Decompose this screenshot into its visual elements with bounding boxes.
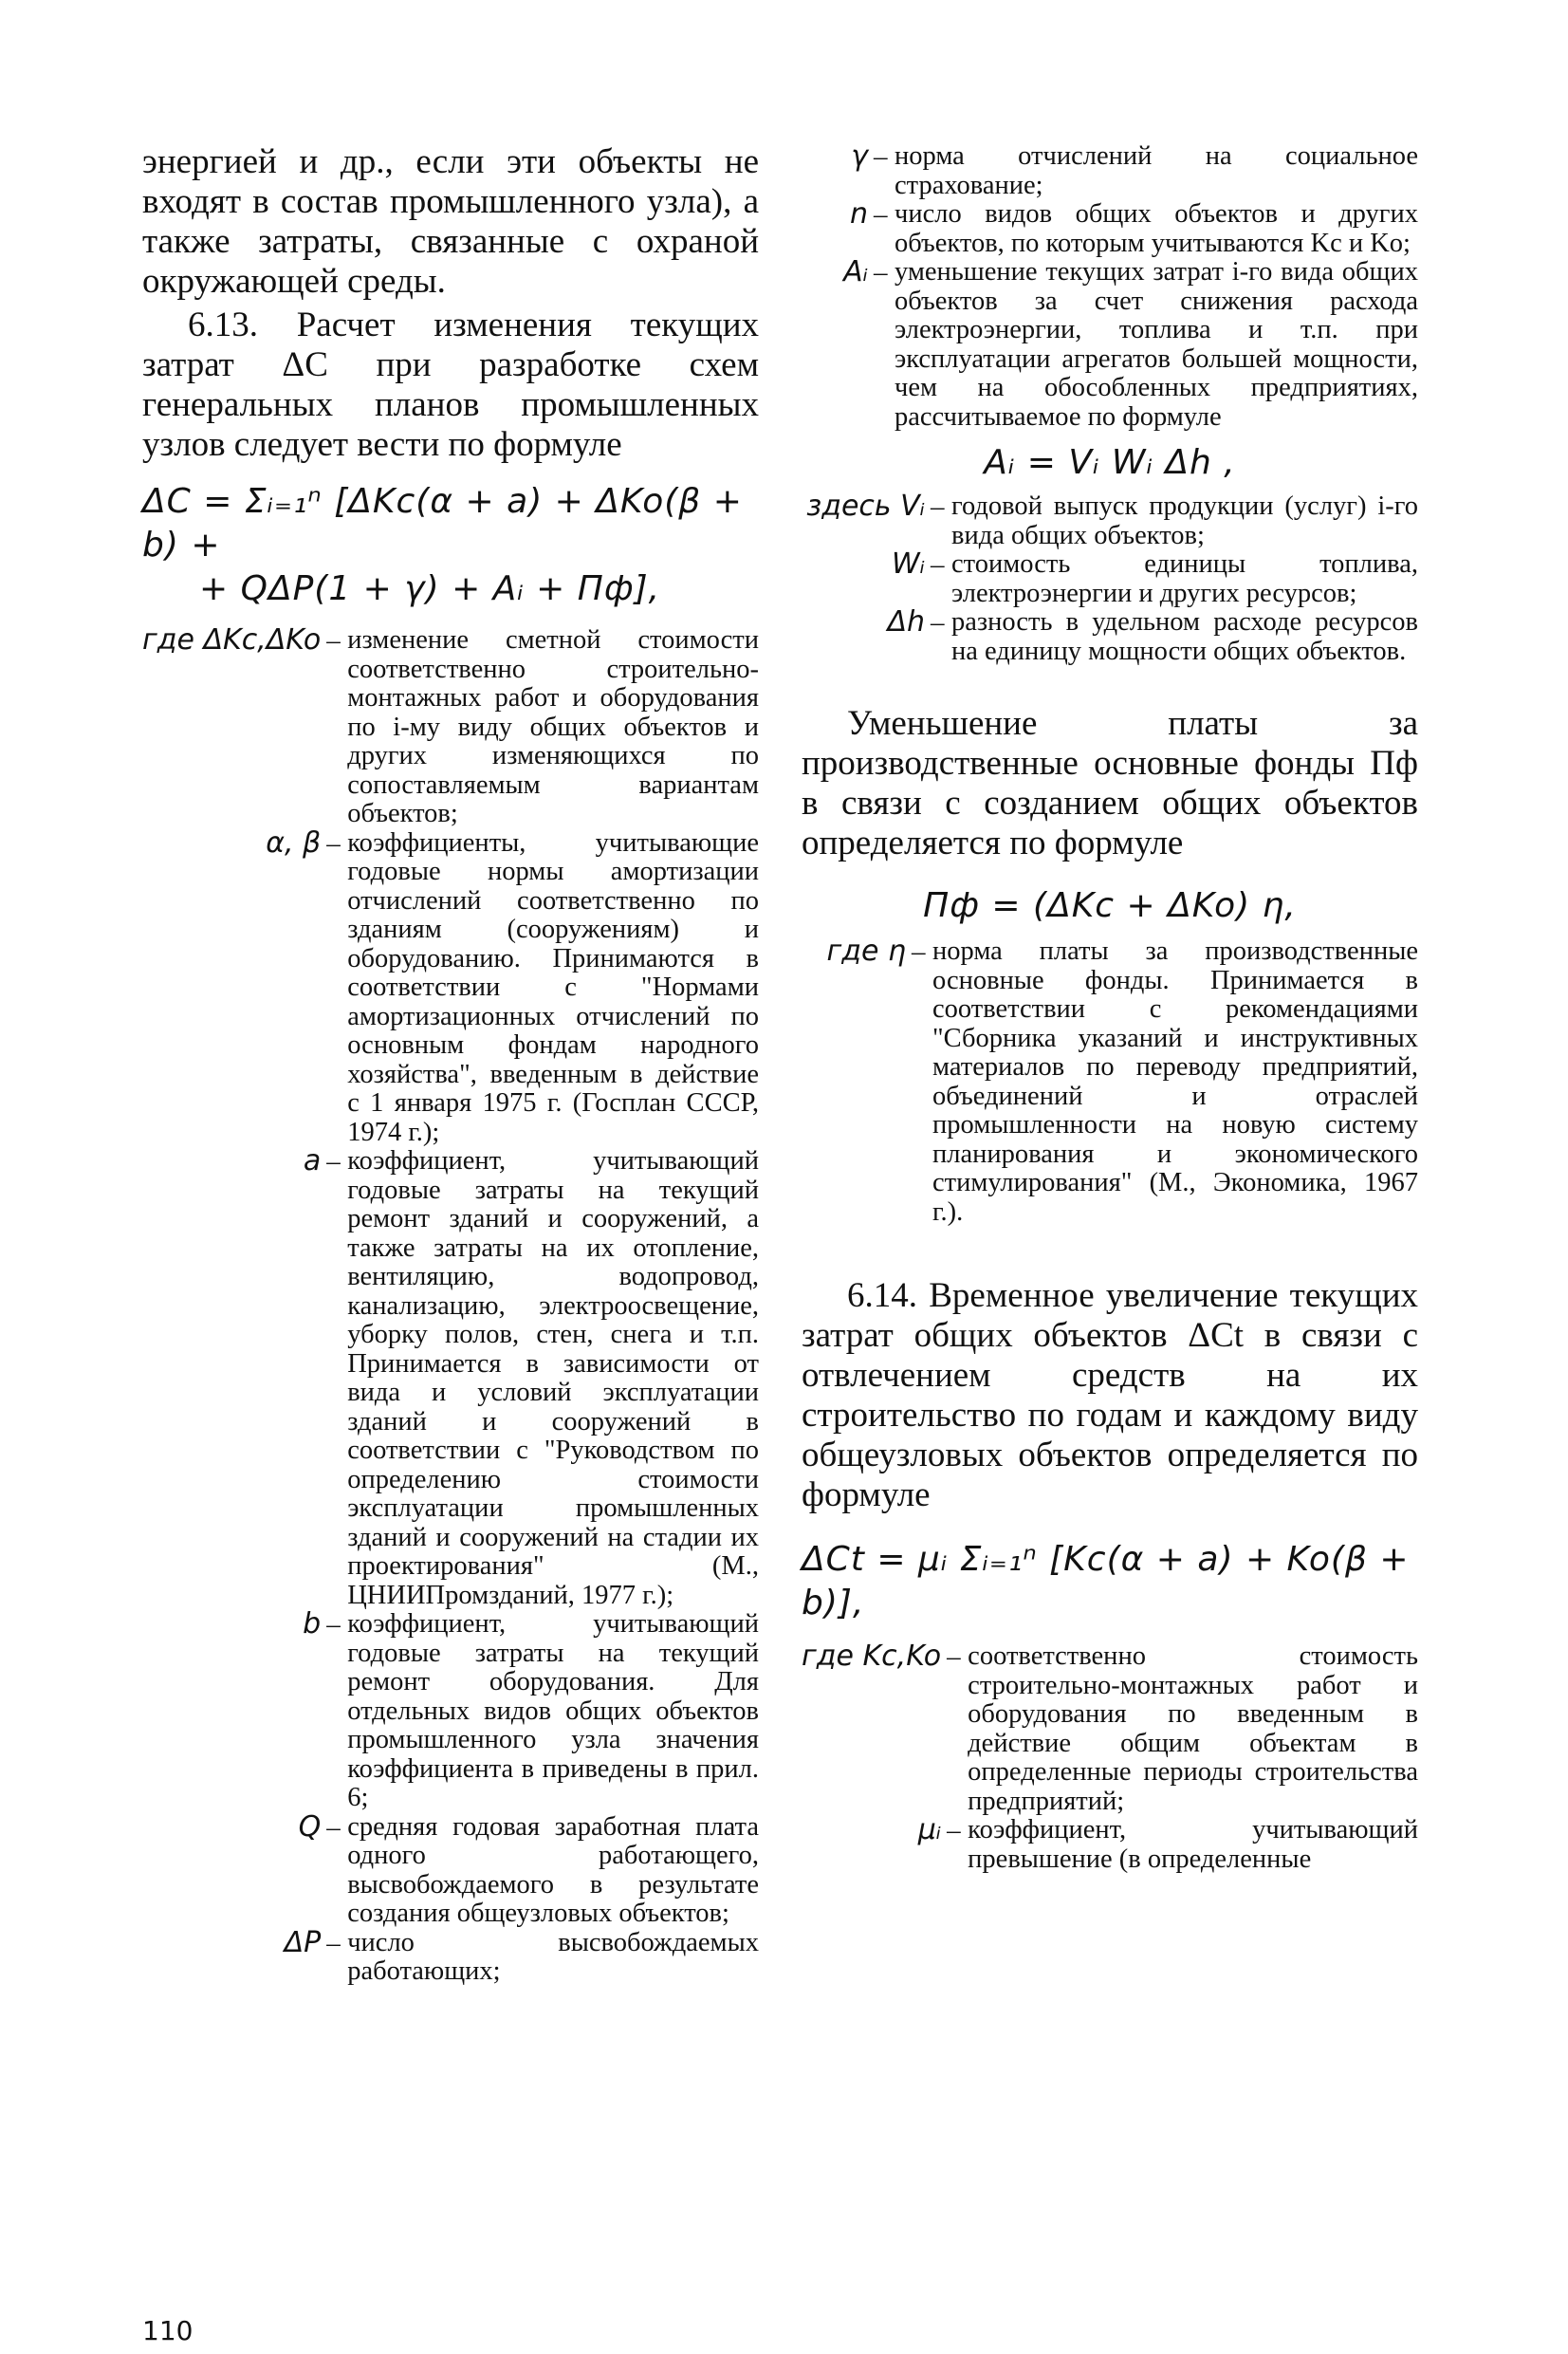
intro-paragraph: энергией и др., если эти объекты не входят в состав промышленного узла), а также затраты, связанные с охраной окружающей среды. bbox=[142, 142, 759, 301]
definition-item: здесь Vᵢ – годовой выпуск продукции (услуг) i-го вида общих объектов; bbox=[802, 492, 1418, 550]
definition-item: где Kc,Ko – соответственно стоимость строительно-монтажных работ и оборудования по введенным в действие общим объектам в определенные периоды строительства предприятий; bbox=[802, 1640, 1418, 1816]
definition-symbol: Q bbox=[298, 1809, 322, 1844]
definition-item: μᵢ – коэффициент, учитывающий превышение (в определенные bbox=[802, 1816, 1418, 1874]
section-6-13-paragraph: 6.13. Расчет изменения текущих затрат ΔC при разработке схем генеральных планов промышленных узлов следует вести по формуле bbox=[142, 306, 759, 464]
definition-item: Δh – разность в удельном расходе ресурсов на единицу мощности общих объектов. bbox=[802, 608, 1418, 666]
definition-text: коэффициент, учитывающий превышение (в определенные bbox=[968, 1815, 1418, 1874]
definition-item: Aᵢ – уменьшение текущих затрат i-го вида общих объектов за счет снижения расхода электроэнергии, топлива и т.п. при эксплуатации агрегатов большей мощности, чем на обособленных предприятиях, рассчитываемое по формуле bbox=[802, 258, 1418, 432]
definition-text: стоимость единицы топлива, электроэнергии и других ресурсов; bbox=[951, 549, 1418, 608]
formula-delta-c-line2: + QΔP(1 + γ) + Aᵢ + Пф], bbox=[199, 569, 661, 608]
definition-text: средняя годовая заработная плата одного работающего, высвобождаемого в результате создания общеузловых объектов; bbox=[347, 1811, 759, 1928]
definition-text: годовой выпуск продукции (услуг) i-го вида общих объектов; bbox=[951, 491, 1418, 550]
definition-text: коэффициент, учитывающий годовые затраты на текущий ремонт оборудования. Для отдельных видов общих объектов промышленного узла значения коэффициента в приведены в прил. 6; bbox=[347, 1609, 759, 1812]
definition-text: число видов общих объектов и других объектов, по которым учитываются Kc и Ko; bbox=[895, 199, 1418, 258]
formula-a-i: Aᵢ = Vᵢ Wᵢ Δh , bbox=[984, 443, 1236, 482]
definition-symbol: Aᵢ bbox=[843, 255, 868, 288]
definitions-list-eta bbox=[802, 937, 1418, 1227]
definition-text: коэффициент, учитывающий годовые затраты на текущий ремонт зданий и сооружений, а также затраты на их отопление, вентиляцию, водопровод, канализацию, электроосвещение, уборку полов, стен, снега и т.п. Принимается в зависимости от вида и условий эксплуатации зданий и сооружений в соответствии с "Руководством по определению стоимости эксплуатации промышленных зданий и сооружений на стадии их проектирования" (М., ЦНИИПромзданий, 1977 г.); bbox=[347, 1146, 759, 1610]
definition-item: α, β – коэффициенты, учитывающие годовые нормы амортизации отчислений соответственно по зданиям (сооружениям) и оборудованию. Принимаются в соответствии с "Нормами амортизационных отчислений по основным фондам народного хозяйства", введенным в действие с 1 января 1975 г. (Госплан СССР, 1974 г.); bbox=[142, 829, 759, 1148]
definitions-list-right-top bbox=[802, 139, 1418, 432]
definition-symbol: μᵢ bbox=[917, 1813, 942, 1846]
definition-symbol: где ΔKc,ΔKo bbox=[142, 623, 322, 657]
formula-delta-c-line1: ΔC = Σᵢ₌₁ⁿ [ΔKc(α + a) + ΔKo(β + b) + bbox=[142, 482, 743, 565]
definition-item: Q – средняя годовая заработная плата одного работающего, высвобождаемого в результате создания общеузловых объектов; bbox=[142, 1813, 759, 1929]
definition-text: соответственно стоимость строительно-монтажных работ и оборудования по введенным в действие общим объектам в определенные периоды строительства предприятий; bbox=[968, 1641, 1418, 1816]
definition-text: разность в удельном расходе ресурсов на единицу мощности общих объектов. bbox=[951, 607, 1418, 666]
right-column bbox=[802, 139, 1418, 1874]
left-column bbox=[142, 142, 759, 1987]
definition-item: a – коэффициент, учитывающий годовые затраты на текущий ремонт зданий и сооружений, а также затраты на их отопление, вентиляцию, водопровод, канализацию, электроосвещение, уборку полов, стен, снега и т.п. Принимается в зависимости от вида и условий эксплуатации зданий и сооружений в соответствии с "Руководством по определению стоимости эксплуатации промышленных зданий и сооружений на стадии их проектирования" (М., ЦНИИПромзданий, 1977 г.); bbox=[142, 1147, 759, 1610]
definitions-list-right-mid bbox=[802, 492, 1418, 666]
definition-item: Wᵢ – стоимость единицы топлива, электроэнергии и других ресурсов; bbox=[802, 550, 1418, 608]
definition-item: ΔP – число высвобождаемых работающих; bbox=[142, 1929, 759, 1987]
pf-paragraph: Уменьшение платы за производственные основные фонды Пф в связи с созданием общих объектов определяется по формуле bbox=[802, 704, 1418, 862]
definition-item: b – коэффициент, учитывающий годовые затраты на текущий ремонт оборудования. Для отдельных видов общих объектов промышленного узла значения коэффициента в приведены в прил. 6; bbox=[142, 1610, 759, 1813]
definition-text: норма отчислений на социальное страхование; bbox=[895, 141, 1418, 200]
definition-symbol: b bbox=[303, 1607, 322, 1640]
definition-text: изменение сметной стоимости соответственно строительно-монтажных работ и оборудования по i-му виду общих объектов и других изменяющихся по сопоставляемым вариантам объектов; bbox=[347, 625, 759, 828]
definitions-list-left bbox=[142, 623, 759, 1987]
definition-text: коэффициенты, учитывающие годовые нормы амортизации отчислений соответственно по зданиям (сооружениям) и оборудованию. Принимаются в соответствии с "Нормами амортизационных отчислений по основным фондам народного хозяйства", введенным в действие с 1 января 1975 г. (Госплан СССР, 1974 г.); bbox=[347, 827, 759, 1147]
definition-symbol: n bbox=[849, 197, 868, 231]
definition-item: n – число видов общих объектов и других объектов, по которым учитываются Kc и Ko; bbox=[802, 200, 1418, 258]
definitions-list-right-bottom bbox=[802, 1642, 1418, 1874]
definition-item: где η – норма платы за производственные основные фонды. Принимается в соответствии с рекомендациями "Сборника указаний и инструктивных материалов по переводу предприятий, объединений и отраслей промышленности на новую систему планирования и экономического стимулирования" (М., Экономика, 1967 г.). bbox=[802, 937, 1418, 1227]
definition-text: число высвобождаемых работающих; bbox=[347, 1927, 759, 1986]
formula-delta-ct: ΔCt = μᵢ Σᵢ₌₁ⁿ [Kc(α + a) + Ko(β + b)], bbox=[802, 1540, 1410, 1622]
definition-symbol: ΔP bbox=[284, 1925, 322, 1959]
definition-symbol: α, β bbox=[266, 825, 322, 860]
definition-item: γ – норма отчислений на социальное страхование; bbox=[802, 142, 1418, 200]
formula-delta-c bbox=[142, 480, 759, 611]
definition-text: уменьшение текущих затрат i-го вида общих объектов за счет снижения расхода электроэнергии, топлива и т.п. при эксплуатации агрегатов большей мощности, чем на обособленных предприятиях, рассчитываемое по формуле bbox=[895, 257, 1418, 432]
definition-item: где ΔKc,ΔKo – изменение сметной стоимости соответственно строительно-монтажных работ и оборудования по i-му виду общих объектов и других изменяющихся по сопоставляемым вариантам объектов; bbox=[142, 623, 759, 828]
definition-symbol: где Kc,Ko bbox=[802, 1640, 942, 1673]
definition-symbol: a bbox=[303, 1144, 322, 1177]
section-6-14-paragraph: 6.14. Временное увеличение текущих затрат общих объектов ΔCt в связи с отвлечением средств на их строительство по годам и каждому виду общеузловых объектов определяется по формуле bbox=[802, 1276, 1418, 1514]
definition-symbol: где η bbox=[826, 935, 906, 968]
definition-symbol: здесь Vᵢ bbox=[806, 490, 925, 523]
definition-text: норма платы за производственные основные фонды. Принимается в соответствии с рекомендациями "Сборника указаний и инструктивных материалов по переводу предприятий, объединений и отраслей промышленности на новую систему планирования и экономического стимулирования" (М., Экономика, 1967 г.). bbox=[932, 936, 1418, 1227]
definition-symbol: γ bbox=[851, 139, 868, 173]
definition-symbol: Wᵢ bbox=[891, 547, 925, 581]
formula-pf: Пф = (ΔKc + ΔKo) η, bbox=[923, 886, 1297, 925]
page-number: 110 bbox=[142, 2315, 194, 2346]
definition-symbol: Δh bbox=[887, 605, 925, 639]
